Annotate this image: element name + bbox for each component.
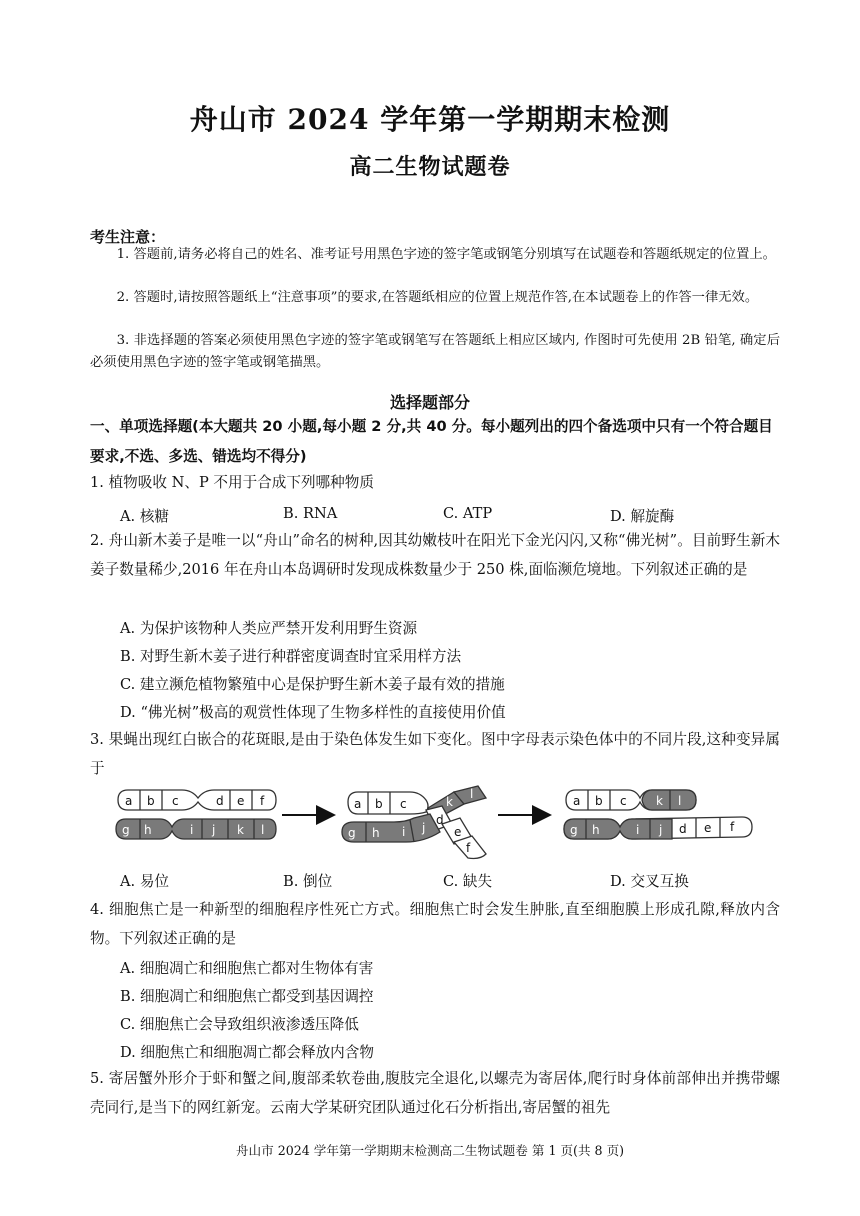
- q2-option-c: C. 建立濒危植物繁殖中心是保护野生新木姜子最有效的措施: [120, 676, 505, 693]
- svg-text:a: a: [354, 797, 362, 811]
- notice-item-3: 3. 非选择题的答案必须使用黑色字迹的签字笔或钢笔写在答题纸上相应区域内, 作图时可先使用 2B 铅笔, 确定后必须使用黑色字迹的签字笔或钢笔描黑。: [90, 333, 780, 370]
- q1-option-b: B. RNA: [283, 505, 338, 522]
- seg-a: a: [125, 794, 133, 808]
- svg-text:l: l: [678, 794, 682, 808]
- chromosome-1-bottom: [116, 819, 276, 839]
- chromosome-1-top: [118, 790, 276, 810]
- seg-j: j: [212, 823, 216, 837]
- chromosome-3-top: [566, 790, 696, 810]
- svg-text:f: f: [466, 841, 471, 855]
- svg-text:i: i: [636, 823, 640, 837]
- svg-text:c: c: [400, 797, 407, 811]
- chromosome-3-bottom: [564, 817, 752, 839]
- svg-text:h: h: [592, 823, 600, 837]
- q4-option-c: C. 细胞焦亡会导致组织液渗透压降低: [120, 1016, 359, 1033]
- svg-text:b: b: [595, 794, 603, 808]
- seg-b: b: [147, 794, 155, 808]
- q1-option-c: C. ATP: [443, 505, 493, 522]
- svg-text:k: k: [446, 795, 453, 809]
- seg-e: e: [237, 794, 245, 808]
- seg-h: h: [144, 823, 152, 837]
- exam-subtitle: 高二生物试题卷: [349, 155, 511, 180]
- question-2-stem: 2. 舟山新木姜子是唯一以“舟山”命名的树种,因其幼嫩枝叶在阳光下金光闪闪,又称“佛光树”。目前野生新木姜子数量稀少,2016 年在舟山本岛调研时发现成株数量少于 250 株,面临濒危境地。下列叙述正确的是: [90, 532, 780, 578]
- seg-d: d: [216, 794, 224, 808]
- seg-c: c: [172, 794, 179, 808]
- svg-text:i: i: [402, 825, 406, 839]
- seg-g: g: [122, 823, 130, 837]
- svg-text:a: a: [573, 794, 581, 808]
- q3-option-a: A. 易位: [120, 873, 170, 890]
- q3-option-c: C. 缺失: [443, 873, 493, 890]
- svg-text:l: l: [470, 787, 474, 801]
- svg-text:b: b: [375, 797, 383, 811]
- q2-option-d: D. “佛光树”极高的观赏性体现了生物多样性的直接使用价值: [120, 704, 506, 721]
- q4-option-d: D. 细胞焦亡和细胞凋亡都会释放内含物: [120, 1044, 374, 1061]
- question-1-stem: 1. 植物吸收 N、P 不用于合成下列哪种物质: [90, 474, 374, 491]
- svg-text:e: e: [454, 825, 462, 839]
- q1-option-a: A. 核糖: [120, 508, 170, 525]
- seg-i: i: [190, 823, 194, 837]
- q2-option-a: A. 为保护该物种人类应严禁开发利用野生资源: [120, 620, 418, 637]
- section-title: 选择题部分: [389, 393, 470, 412]
- svg-text:e: e: [704, 821, 712, 835]
- svg-text:g: g: [570, 823, 578, 837]
- question-3-stem: 3. 果蝇出现红白嵌合的花斑眼,是由于染色体发生如下变化。图中字母表示染色体中的不同片段,这种变异属于: [90, 731, 780, 777]
- exam-title: 舟山市 2024 学年第一学期期末检测: [189, 103, 671, 136]
- svg-text:f: f: [730, 820, 735, 834]
- svg-text:k: k: [656, 794, 663, 808]
- notice-item-2: 2. 答题时,请按照答题纸上“注意事项”的要求,在答题纸相应的位置上规范作答,在本试题卷上的作答一律无效。: [116, 290, 759, 305]
- seg-l: l: [261, 823, 265, 837]
- chromosome-2-bottom: [342, 814, 440, 842]
- q4-option-a: A. 细胞凋亡和细胞焦亡都对生物体有害: [120, 960, 374, 977]
- section-instruction: 一、单项选择题(本大题共 20 小题,每小题 2 分,共 40 分。每小题列出的四个备选项中只有一个符合题目要求,不选、多选、错选均不得分): [90, 418, 773, 465]
- svg-text:c: c: [620, 794, 627, 808]
- seg-f: f: [260, 794, 265, 808]
- svg-text:d: d: [679, 822, 687, 836]
- svg-text:j: j: [422, 821, 426, 835]
- seg-k: k: [237, 823, 244, 837]
- question-4-stem: 4. 细胞焦亡是一种新型的细胞程序性死亡方式。细胞焦亡时会发生肿胀,直至细胞膜上形成孔隙,释放内含物。下列叙述正确的是: [90, 901, 780, 947]
- chromosome-figure: [110, 784, 760, 860]
- q3-option-d: D. 交叉互换: [610, 873, 689, 890]
- question-5-stem: 5. 寄居蟹外形介于虾和蟹之间,腹部柔软卷曲,腹肢完全退化,以螺壳为寄居体,爬行时身体前部伸出并携带螺壳同行,是当下的网红新宠。云南大学某研究团队通过化石分析指出,寄居蟹的祖先: [90, 1070, 780, 1116]
- q4-option-b: B. 细胞凋亡和细胞焦亡都受到基因调控: [120, 988, 374, 1005]
- notice-item-1: 1. 答题前,请务必将自己的姓名、准考证号用黑色字迹的签字笔或钢笔分别填写在试题卷和答题纸规定的位置上。: [116, 247, 776, 262]
- svg-text:g: g: [348, 826, 356, 840]
- q3-option-b: B. 倒位: [283, 873, 333, 890]
- notice-heading: 考生注意：: [90, 228, 166, 246]
- svg-text:h: h: [372, 826, 380, 840]
- svg-text:d: d: [436, 813, 444, 827]
- svg-text:j: j: [659, 823, 663, 837]
- page-footer: 舟山市 2024 学年第一学期期末检测高二生物试题卷 第 1 页(共 8 页): [235, 1143, 625, 1158]
- q1-option-d: D. 解旋酶: [610, 508, 675, 525]
- q2-option-b: B. 对野生新木姜子进行种群密度调查时宜采用样方法: [120, 648, 462, 665]
